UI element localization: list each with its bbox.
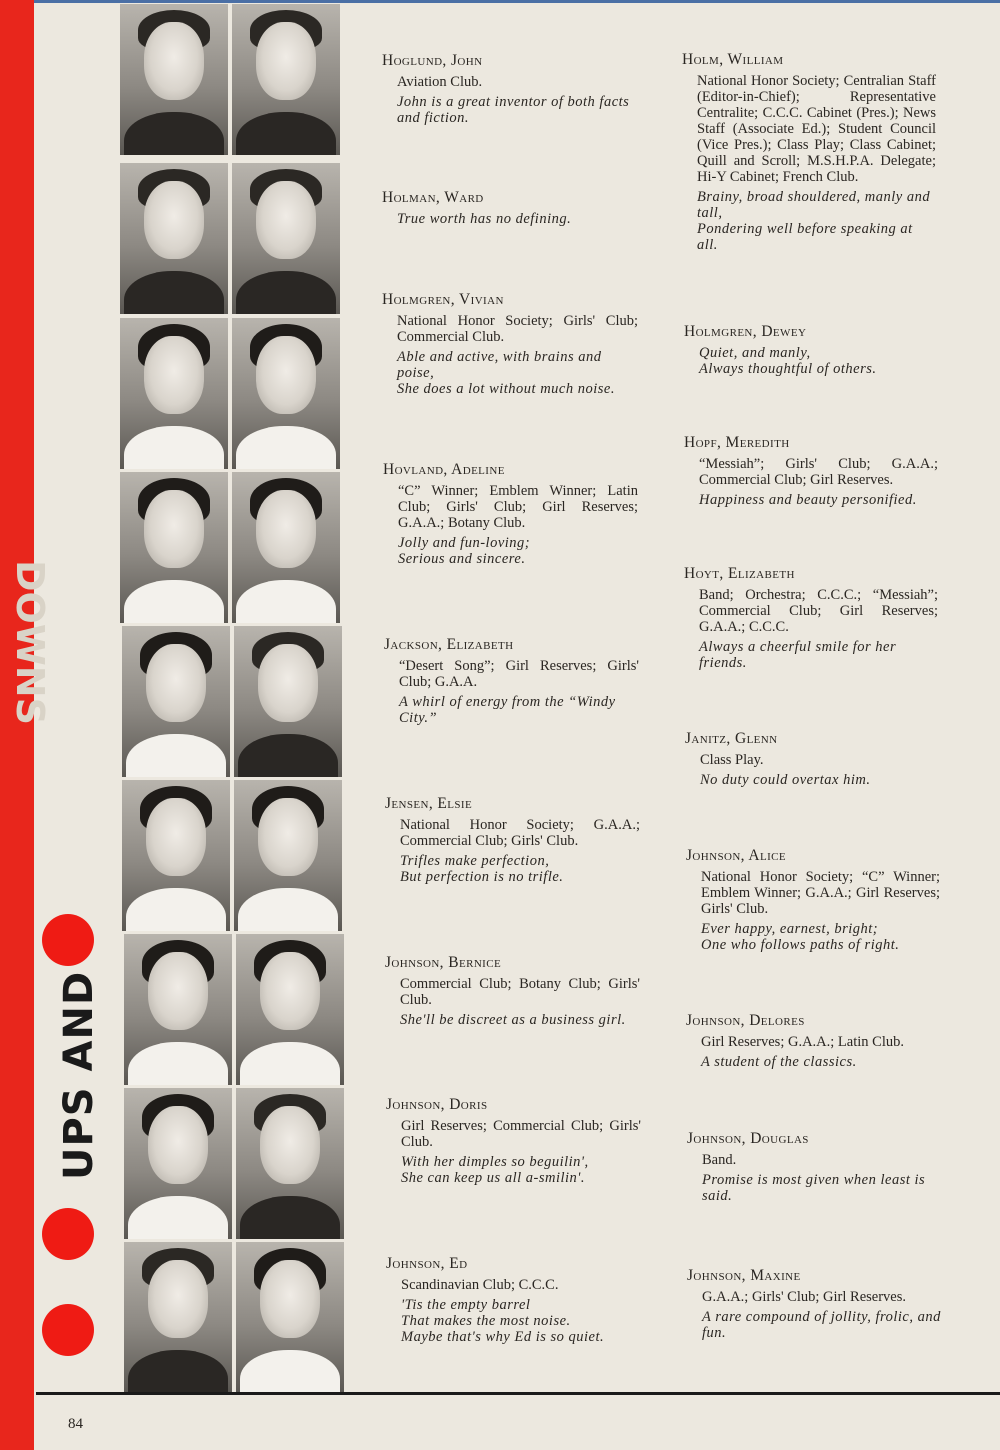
student-activities: Girl Reserves; Commercial Club; Girls' Club. xyxy=(401,1118,641,1150)
student-name: Jensen, Elsie xyxy=(385,795,473,812)
student-entry xyxy=(682,52,936,253)
student-entry xyxy=(685,731,939,788)
student-name: Hoyt, Elizabeth xyxy=(684,565,795,582)
student-quote: Promise is most given when least is said. xyxy=(702,1172,926,1204)
student-quote: Trifles make perfection, But perfection is no trifle. xyxy=(400,853,564,885)
portrait-photo xyxy=(234,780,342,931)
student-name: Jackson, Elizabeth xyxy=(384,636,514,653)
student-entry xyxy=(684,566,938,671)
portrait-photo xyxy=(120,318,228,469)
portrait-photo xyxy=(232,318,340,469)
portrait-photo xyxy=(232,4,340,155)
show-through-title: DOWNS xyxy=(8,560,52,725)
student-entry xyxy=(687,1268,941,1341)
portrait-photo xyxy=(120,163,228,314)
student-entry xyxy=(684,435,938,508)
student-quote: True worth has no defining. xyxy=(397,211,572,227)
student-entry xyxy=(385,796,640,885)
student-activities: Scandinavian Club; C.C.C. xyxy=(401,1277,559,1293)
student-quote: Happiness and beauty personified. xyxy=(699,492,917,508)
student-quote: A whirl of energy from the “Windy City.” xyxy=(399,694,616,726)
student-activities: Band; Orchestra; C.C.C.; “Messiah”; Commercial Club; Girl Reserves; G.A.A.; C.C.C. xyxy=(699,587,938,635)
section-title-vertical: UPS AND xyxy=(56,970,102,1180)
student-quote: Always a cheerful smile for her friends. xyxy=(699,639,897,671)
student-activities: National Honor Society; Centralian Staff (Editor-in-Chief); Representative Centralite; C.C.C. Cabinet (Pres.); News Staff (Associate Ed.); Student Council (Vice Pres.); Class Play; Class Cabinet; Quill and Scroll; M.S.H.P.A. Delegate; Hi-Y Cabinet; French Club. xyxy=(697,73,936,185)
student-entry xyxy=(386,1097,641,1186)
portrait-grid xyxy=(120,4,348,1396)
student-name: Johnson, Bernice xyxy=(385,954,502,971)
student-quote: Ever happy, earnest, bright; One who follows paths of right. xyxy=(701,921,900,953)
portrait-photo xyxy=(122,780,230,931)
portrait-photo xyxy=(124,1242,232,1393)
portrait-photo xyxy=(120,472,228,623)
student-quote: John is a great inventor of both facts and fiction. xyxy=(397,94,630,126)
student-entry xyxy=(382,292,638,397)
student-quote: She'll be discreet as a business girl. xyxy=(400,1012,626,1028)
portrait-photo xyxy=(236,1242,344,1393)
student-quote: Able and active, with brains and poise, She does a lot without much noise. xyxy=(397,349,615,397)
red-dot xyxy=(42,1208,94,1260)
portrait-photo xyxy=(232,163,340,314)
student-name: Johnson, Delores xyxy=(686,1012,805,1029)
student-name: Johnson, Douglas xyxy=(687,1130,809,1147)
student-name: Holmgren, Dewey xyxy=(684,323,807,340)
student-quote: Jolly and fun-loving; Serious and sincere. xyxy=(398,535,531,567)
portrait-photo xyxy=(234,626,342,777)
student-activities: G.A.A.; Girls' Club; Girl Reserves. xyxy=(702,1289,906,1305)
portrait-photo xyxy=(124,1088,232,1239)
student-quote: Brainy, broad shouldered, manly and tall, Pondering well before speaking at all. xyxy=(697,189,931,253)
student-activities: Aviation Club. xyxy=(397,74,483,90)
red-dot xyxy=(42,1304,94,1356)
student-name: Holm, William xyxy=(682,51,784,68)
portrait-photo xyxy=(232,472,340,623)
red-side-bar xyxy=(0,0,34,1450)
student-activities: Commercial Club; Botany Club; Girls' Club. xyxy=(400,976,640,1008)
student-activities: Class Play. xyxy=(700,752,764,768)
portrait-photo xyxy=(124,934,232,1085)
page-number: 84 xyxy=(68,1416,83,1432)
student-entry xyxy=(386,1256,641,1345)
student-quote: Quiet, and manly, Always thoughtful of others. xyxy=(699,345,877,377)
student-entry xyxy=(384,637,639,726)
student-quote: A rare compound of jollity, frolic, and fun. xyxy=(702,1309,941,1341)
portrait-photo xyxy=(236,1088,344,1239)
student-activities: “Desert Song”; Girl Reserves; Girls' Club; G.A.A. xyxy=(399,658,639,690)
student-name: Hopf, Meredith xyxy=(684,434,790,451)
student-name: Johnson, Maxine xyxy=(687,1267,801,1284)
portrait-photo xyxy=(236,934,344,1085)
student-activities: National Honor Society; G.A.A.; Commercial Club; Girls' Club. xyxy=(400,817,640,849)
student-entry xyxy=(383,462,638,567)
student-entry xyxy=(686,848,940,953)
student-name: Hoglund, John xyxy=(382,52,483,69)
student-activities: National Honor Society; Girls' Club; Commercial Club. xyxy=(397,313,638,345)
student-activities: “C” Winner; Emblem Winner; Latin Club; Girls' Club; Girl Reserves; G.A.A.; Botany Club. xyxy=(398,483,638,531)
portrait-photo xyxy=(122,626,230,777)
student-entry xyxy=(385,955,640,1028)
student-activities: “Messiah”; Girls' Club; G.A.A.; Commercial Club; Girl Reserves. xyxy=(699,456,938,488)
student-entry xyxy=(382,53,637,126)
student-activities: National Honor Society; “C” Winner; Emblem Winner; G.A.A.; Girl Reserves; Girls' Club. xyxy=(701,869,940,917)
student-name: Hovland, Adeline xyxy=(383,461,505,478)
student-name: Holman, Ward xyxy=(382,189,484,206)
student-quote: With her dimples so beguilin', She can keep us all a-smilin'. xyxy=(401,1154,589,1186)
student-quote: No duty could overtax him. xyxy=(700,772,871,788)
student-activities: Band. xyxy=(702,1152,737,1168)
red-dot xyxy=(42,914,94,966)
student-quote: A student of the classics. xyxy=(701,1054,857,1070)
student-name: Johnson, Doris xyxy=(386,1096,488,1113)
student-name: Holmgren, Vivian xyxy=(382,291,504,308)
student-activities: Girl Reserves; G.A.A.; Latin Club. xyxy=(701,1034,904,1050)
portrait-photo xyxy=(120,4,228,155)
student-name: Janitz, Glenn xyxy=(685,730,778,747)
student-entry xyxy=(686,1013,940,1070)
student-entry xyxy=(382,190,637,227)
student-entry xyxy=(687,1131,941,1204)
student-quote: 'Tis the empty barrel That makes the most noise. Maybe that's why Ed is so quiet. xyxy=(401,1297,605,1345)
student-entry xyxy=(684,324,938,377)
top-border xyxy=(0,0,1000,3)
student-name: Johnson, Ed xyxy=(386,1255,468,1272)
student-name: Johnson, Alice xyxy=(686,847,786,864)
bottom-rule xyxy=(36,1392,1000,1395)
